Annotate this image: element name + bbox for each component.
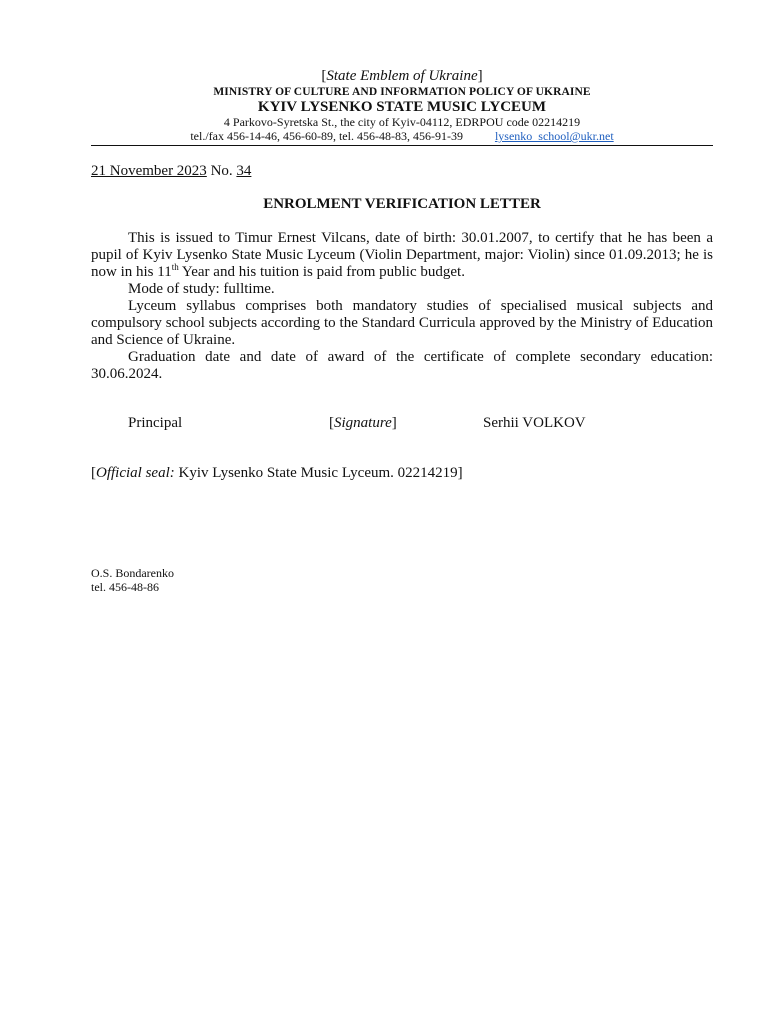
seal-text: Kyiv Lysenko State Music Lyceum. 02214219] xyxy=(174,465,463,481)
executor-info xyxy=(91,566,174,594)
date-number-line xyxy=(91,162,251,180)
paragraph-mode: Mode of study: fulltime. xyxy=(128,281,275,297)
executor-name: O.S. Bondarenko xyxy=(91,566,174,580)
signer-role: Principal xyxy=(128,415,183,431)
number-label: No. xyxy=(210,163,233,179)
emblem-text: State Emblem of Ukraine xyxy=(326,68,478,84)
header-divider xyxy=(91,145,713,146)
bracket-close: ] xyxy=(391,415,397,431)
signature-text: Signature xyxy=(334,415,392,431)
ordinal-suffix: th xyxy=(171,262,179,272)
ministry-name: MINISTRY OF CULTURE AND INFORMATION POLICY OF UKRAINE xyxy=(213,86,591,98)
letter-date: 21 November 2023 xyxy=(91,163,207,179)
bracket-open: [ xyxy=(321,68,327,84)
letter-title: ENROLMENT VERIFICATION LETTER xyxy=(263,196,541,212)
letter-body xyxy=(91,230,713,383)
bracket-open: [ xyxy=(329,415,334,431)
phone-numbers: tel./fax 456-14-46, 456-60-89, tel. 456-48-83, 456-91-39 xyxy=(190,129,463,143)
paragraph-graduation: Graduation date and date of award of the certificate of complete secondary education: 30.06.2024. xyxy=(91,349,713,382)
paragraph-enrolment-part2: Year and his tuition is paid from public budget. xyxy=(178,264,465,280)
email-link[interactable]: lysenko_school@ukr.net xyxy=(494,129,614,143)
paragraph-syllabus: Lyceum syllabus comprises both mandatory studies of specialised musical subjects and compulsory school subjects according to the Standard Curricula approved by the Ministry of Education and Science of Ukraine. xyxy=(91,298,713,348)
institution-address: 4 Parkovo-Syretska St., the city of Kyiv-04112, EDRPOU code 02214219 xyxy=(223,115,581,129)
seal-label: Official seal: xyxy=(96,465,175,481)
letterhead xyxy=(91,66,713,143)
executor-phone: tel. 456-48-86 xyxy=(91,580,159,594)
contact-line xyxy=(91,129,713,143)
official-seal-note xyxy=(91,464,463,482)
paragraph-enrolment xyxy=(91,230,713,281)
signature-placeholder xyxy=(329,414,397,432)
bracket-close: ] xyxy=(477,68,483,84)
bracket-open: [ xyxy=(91,465,96,481)
paragraph-enrolment-part1: This is issued to Timur Ernest Vilcans, date of birth: 30.01.2007, to certify that he has been a pupil of Kyiv Lysenko State Music Lyceum (Violin Department, major: Violin) since 01.09.2013; he is now in his 11 xyxy=(91,230,713,280)
letter-number: 34 xyxy=(236,163,252,179)
state-emblem-placeholder xyxy=(91,66,713,86)
signer-name: Serhii VOLKOV xyxy=(483,415,586,431)
institution-name: KYIV LYSENKO STATE MUSIC LYCEUM xyxy=(257,99,547,115)
